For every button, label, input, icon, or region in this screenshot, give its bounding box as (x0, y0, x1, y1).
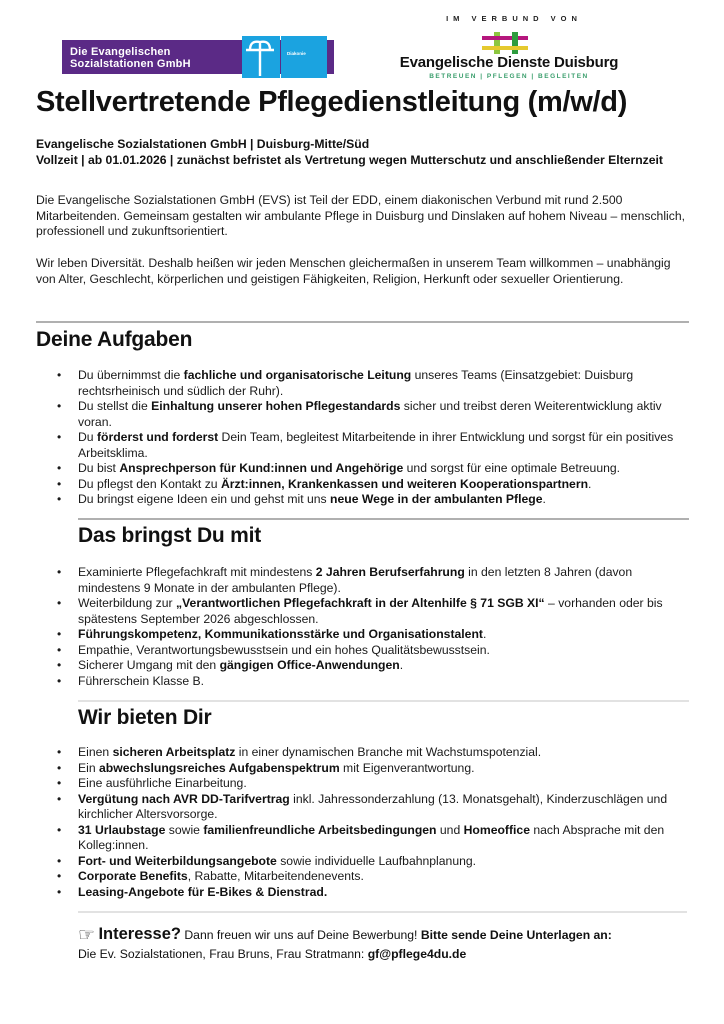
logo-name: Evangelische Dienste Duisburg (399, 54, 619, 71)
item-emphasis: Homeoffice (463, 822, 530, 837)
list-item (0, 430, 690, 461)
item-emphasis: sicheren Arbeitsplatz (112, 745, 236, 759)
intro-paragraph: Die Evangelische Sozialstationen GmbH (EVS) ist Teil der EDD, einem diakonischen Verbund mit rund 2.500 Mitarbeitenden. Gemeinsam gestalten wir ambulante Pflege in Duisburg und Dinslaken auf hohem Niveau – menschlich, professionell und zukunftsorientiert. (36, 193, 685, 238)
list-item (0, 492, 690, 508)
item-emphasis: neue Wege in der ambulanten Pflege (330, 492, 543, 506)
bullet-icon: • (57, 596, 62, 610)
list-item (0, 869, 690, 885)
item-text: Examinierte Pflegefachkraft mit mindestens (78, 565, 316, 579)
item-emphasis: förderst und forderst (96, 430, 219, 444)
item-emphasis: Führungskompetenz, Kommunikationsstärke und Organisationstalent (78, 627, 483, 641)
item-text: mit Eigenverantwortung. (339, 760, 475, 775)
list-item (0, 885, 690, 901)
list-item (0, 674, 690, 690)
item-text: Du pflegst den Kontakt zu (78, 476, 221, 491)
item-emphasis: 2 Jahren Berufserfahrung (315, 565, 465, 579)
item-text: und sorgst für eine optimale Betreuung. (403, 461, 621, 475)
cta-text: Dann freuen wir uns auf Deine Bewerbung! (180, 928, 421, 942)
item-emphasis: Ansprechperson für Kund:innen und Angehörige (119, 461, 404, 475)
list-item (0, 368, 690, 399)
item-emphasis: gängigen Office-Anwendungen (219, 658, 400, 672)
item-text: und (436, 822, 464, 837)
item-emphasis: 31 Urlaubstage (78, 822, 166, 837)
logo-tagline: BETREUEN | PFLEGEN | BEGLEITEN (429, 73, 589, 80)
bullet-icon: • (57, 565, 62, 579)
item-text: sicher und treibst deren Weiterentwicklung aktiv voran. (78, 399, 662, 429)
item-text: Einen (78, 745, 113, 759)
list-item (0, 596, 690, 627)
item-text: Empathie, Verantwortungsbewusstsein und ein hohes Qualitätsbewusstsein. (78, 642, 490, 657)
logo-line-1: Die Evangelischen (70, 46, 171, 58)
item-text: Du übernimmst die (78, 368, 184, 382)
item-emphasis: familienfreundliche Arbeitsbedingungen (203, 822, 437, 837)
item-text: . (399, 658, 404, 672)
diakonie-cross-icon (242, 36, 280, 78)
list-item (0, 776, 690, 792)
bullet-icon: • (57, 430, 62, 444)
tasks-list (0, 368, 690, 508)
bullet-icon: • (57, 791, 62, 806)
item-emphasis: Vergütung nach AVR DD-Tarifvertrag (78, 791, 290, 806)
item-text: Du (78, 430, 97, 444)
item-text: . (588, 476, 592, 491)
cta-contact: Die Ev. Sozialstationen, Frau Bruns, Frau Stratmann: (78, 947, 368, 961)
item-emphasis: Leasing-Angebote für E-Bikes & Dienstrad. (78, 884, 328, 899)
item-emphasis: Ärzt:innen, Krankenkassen und weiteren Kooperationspartnern (220, 476, 589, 491)
bullet-icon: • (57, 461, 62, 475)
item-text: in den letzten 8 Jahren (davon mindestens 9 Monate in der ambulanten Pflege). (78, 565, 633, 595)
bullet-icon: • (57, 627, 62, 641)
item-text: Du stellst die (78, 399, 152, 413)
item-emphasis: abwechslungsreiches Aufgabenspektrum (99, 760, 340, 775)
cta-heading: Interesse? (98, 925, 181, 943)
email-link[interactable]: gf@pflege4du.de (367, 947, 467, 961)
bullet-icon: • (57, 853, 62, 868)
item-text: – vorhanden oder bis spätestens September 2026 abgeschlossen. (78, 596, 663, 626)
logo-overline: IM VERBUND VON (446, 14, 582, 23)
requirements-list (0, 565, 690, 689)
list-item (0, 477, 690, 493)
item-text: sowie individuelle Laufbahnplanung. (276, 853, 477, 868)
item-text: Sicherer Umgang mit den (78, 658, 220, 672)
meta-terms: Vollzeit | ab 01.01.2026 | zunächst befristet als Vertretung wegen Mutterschutz und anschließender Elternzeit (36, 152, 663, 167)
bullet-icon: • (57, 642, 62, 657)
list-item (0, 745, 690, 761)
list-item (0, 643, 690, 659)
item-emphasis: Fort- und Weiterbildungsangebote (78, 853, 277, 868)
bullet-icon: • (57, 869, 62, 883)
list-item (0, 565, 690, 596)
item-text: Du bist (78, 461, 120, 475)
item-text: Führerschein Klasse B. (78, 673, 204, 688)
evs-logo (62, 36, 334, 78)
item-text: nach Absprache mit den Kolleg:innen. (78, 822, 665, 852)
bullet-icon: • (57, 658, 62, 672)
cta-instruction: Bitte sende Deine Unterlagen an: (420, 928, 612, 942)
bullet-icon: • (57, 776, 62, 790)
list-item (0, 761, 690, 777)
bullet-icon: • (57, 745, 62, 759)
section-heading-angebot: Wir bieten Dir (78, 706, 212, 729)
bullet-icon: • (57, 884, 62, 899)
bullet-icon: • (57, 760, 62, 775)
list-item (0, 792, 690, 823)
item-text: Du bringst eigene Ideen ein und gehst mit uns (78, 492, 331, 506)
list-item (0, 399, 690, 430)
item-emphasis: fachliche und organisatorische Leitung (183, 368, 412, 382)
item-text: Weiterbildung zur (78, 596, 176, 610)
section-heading-profil: Das bringst Du mit (78, 524, 262, 547)
divider (36, 321, 689, 323)
divider (78, 911, 687, 913)
item-text: . (482, 627, 487, 641)
bullet-icon: • (57, 673, 62, 688)
item-emphasis: „Verantwortlichen Pflegefachkraft in der Altenhilfe § 71 SGB XI“ (176, 596, 545, 610)
item-text: sowie (165, 822, 204, 837)
list-item (0, 854, 690, 870)
logo-text (70, 46, 191, 70)
divider (78, 700, 689, 702)
item-text: Dein Team, begleitest Mitarbeitende in ihrer Entwicklung und sorgst für ein positives Arbeitsklima. (78, 430, 674, 460)
bullet-icon: • (57, 492, 62, 506)
item-text: Eine ausführliche Einarbeitung. (78, 776, 247, 790)
logo-line-2: Sozialstationen GmbH (70, 58, 191, 70)
item-emphasis: Corporate Benefits (78, 869, 188, 883)
meta-company-location: Evangelische Sozialstationen GmbH | Duisburg-Mitte/Süd (36, 137, 370, 151)
item-emphasis: Einhaltung unserer hohen Pflegestandards (151, 399, 401, 413)
item-text: unseres Teams (Einsatzgebiet: Duisburg rechtsrheinisch und südlich der Ruhr). (78, 368, 634, 398)
job-meta (36, 137, 686, 168)
diversity-paragraph: Wir leben Diversität. Deshalb heißen wir jeden Menschen gleichermaßen in unserem Team willkommen – unabhängig von Alter, Geschlecht, körperlichen und geistigen Fähigkeiten, Religion, Herkunft oder sexueller Orientierung. (36, 256, 671, 286)
application-cta (78, 925, 698, 964)
divider (78, 518, 689, 520)
diakonie-badge: Diakonie (281, 36, 327, 78)
list-item (0, 627, 690, 643)
page-title: Stellvertretende Pflegedienstleitung (m/w/d) (36, 86, 628, 118)
section-heading-aufgaben: Deine Aufgaben (36, 328, 193, 351)
bullet-icon: • (57, 368, 62, 382)
item-text: , Rabatte, Mitarbeitendenevents. (187, 869, 364, 883)
item-text: in einer dynamischen Branche mit Wachstumspotenzial. (235, 745, 542, 759)
list-item (0, 658, 690, 674)
item-text: . (542, 492, 546, 506)
bullet-icon: • (57, 399, 62, 413)
bullet-icon: • (57, 476, 62, 491)
item-text: inkl. Jahressonderzahlung (13. Monatsgehalt), Kinderzuschlägen und kirchlicher Altersvorsorge. (78, 791, 668, 821)
list-item (0, 461, 690, 477)
pointing-hand-icon: ☞ (78, 925, 96, 946)
item-text: Ein (78, 760, 100, 775)
bullet-icon: • (57, 822, 62, 837)
list-item (0, 823, 690, 854)
benefits-list (0, 745, 690, 900)
edd-logo (364, 14, 654, 84)
